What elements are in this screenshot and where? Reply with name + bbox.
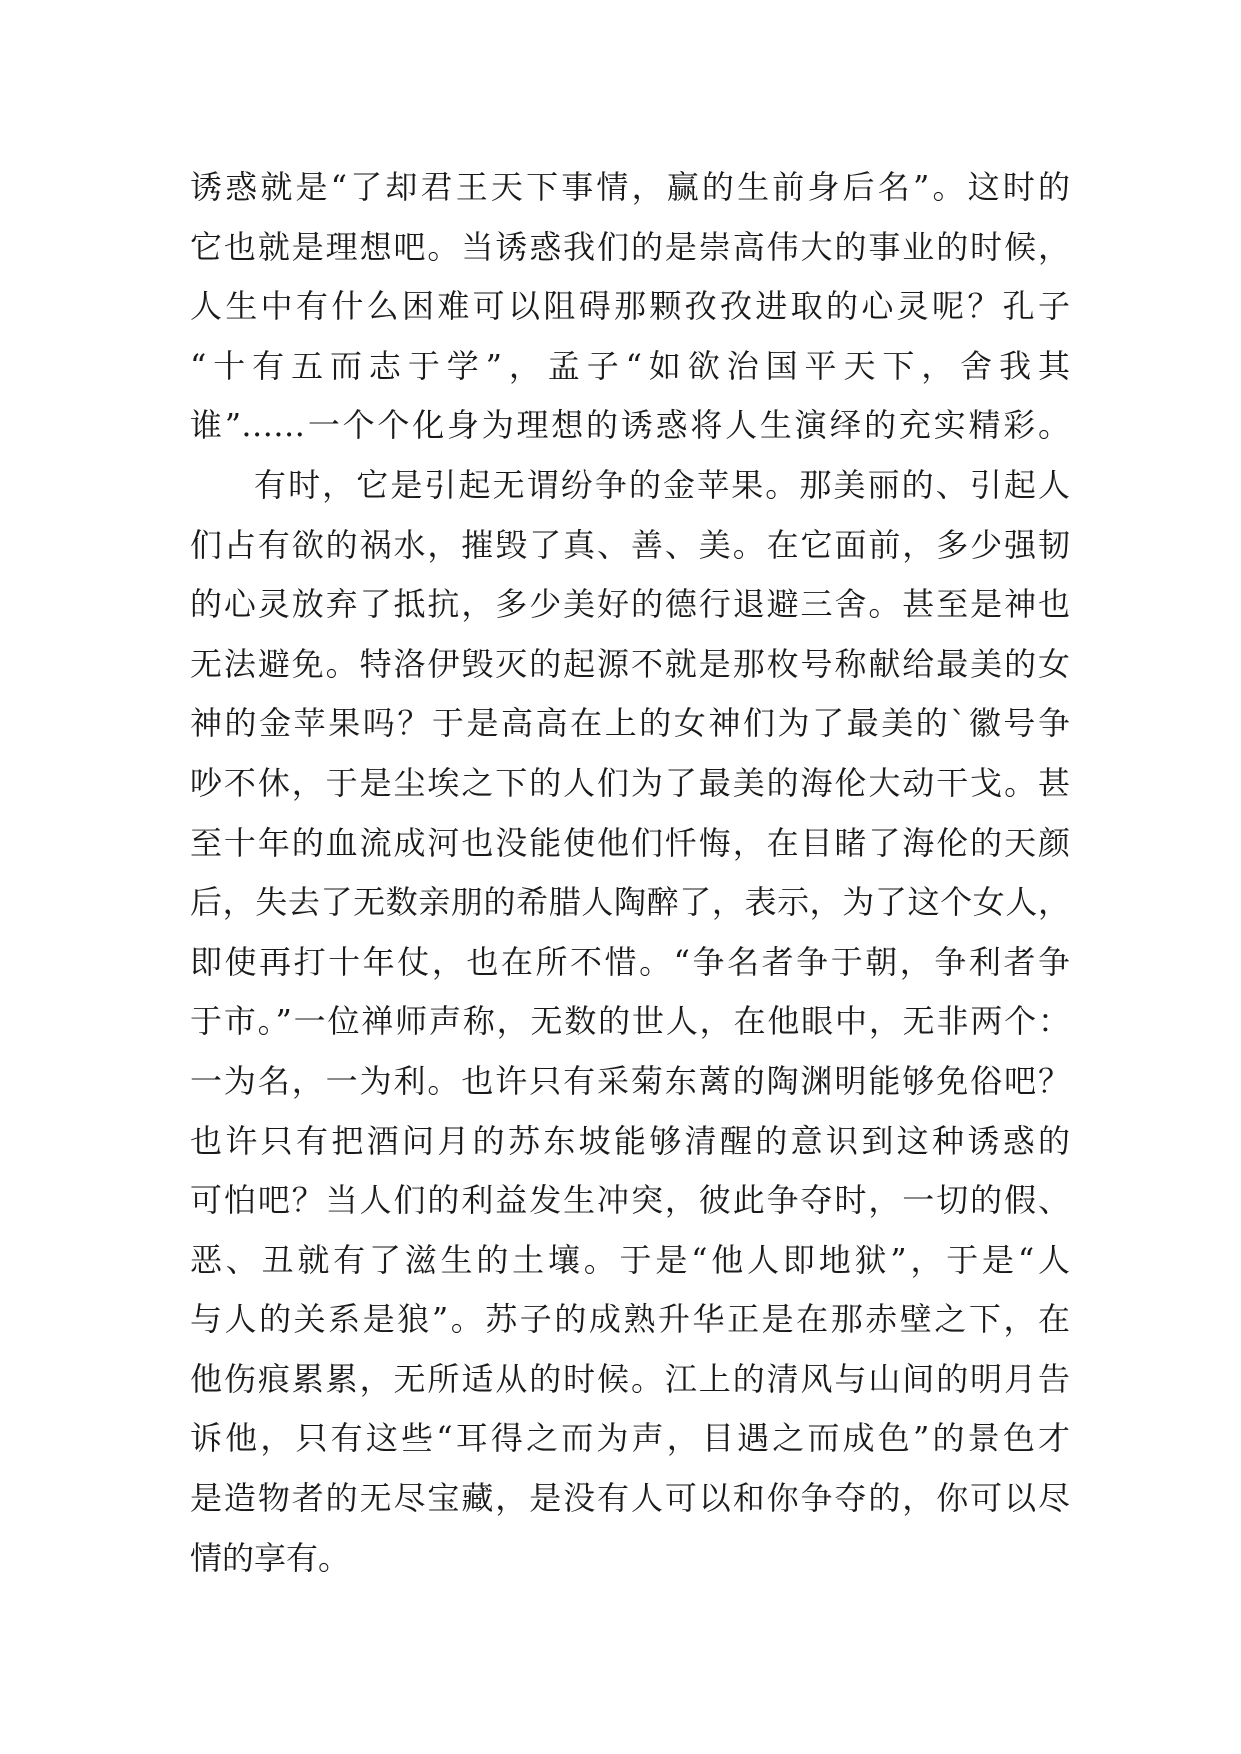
text-line: 人生中有什么困难可以阻碍那颗孜孜进取的心灵呢？孔子	[190, 287, 1070, 326]
text-line: 与人的关系是狼”。苏子的成熟升华正是在那赤壁之下，在	[190, 1300, 1070, 1339]
text-line: 诱惑就是“了却君王天下事情，赢的生前身后名”。这时的	[190, 168, 1070, 206]
text-line: 无法避免。特洛伊毁灭的起源不就是那枚号称献给最美的女	[190, 644, 1070, 683]
text-line: 至十年的血流成河也没能使他们忏悔，在目睹了海伦的天颜	[190, 823, 1070, 862]
paragraph-2	[190, 456, 1070, 1588]
text-line: 谁”……一个个化身为理想的诱惑将人生演绎的充实精彩。	[190, 406, 1070, 445]
text-line: 于市。”一位禅师声称，无数的世人，在他眼中，无非两个：	[190, 1002, 1070, 1041]
text-line: “十有五而志于学”，孟子“如欲治国平天下，舍我其	[190, 346, 1070, 385]
text-line: 吵不休，于是尘埃之下的人们为了最美的海伦大动干戈。甚	[190, 763, 1070, 802]
text-line: 情的享有。	[190, 1538, 351, 1577]
text-line: 是造物者的无尽宝藏，是没有人可以和你争夺的，你可以尽	[190, 1479, 1070, 1518]
text-line: 诉他，只有这些“耳得之而为声，目遇之而成色”的景色才	[190, 1419, 1070, 1458]
text-line: 恶、丑就有了滋生的土壤。于是“他人即地狱”，于是“人	[190, 1240, 1070, 1279]
paragraph-1	[190, 158, 1070, 456]
text-line: 它也就是理想吧。当诱惑我们的是崇高伟大的事业的时候，	[190, 227, 1070, 266]
body-text	[190, 158, 1070, 1588]
text-line: 的心灵放弃了抵抗，多少美好的德行退避三舍。甚至是神也	[190, 585, 1070, 624]
text-line: 们占有欲的祸水，摧毁了真、善、美。在它面前，多少强韧	[190, 525, 1070, 564]
text-line: 有时，它是引起无谓纷争的金苹果。那美丽的、引起人	[254, 465, 1070, 504]
text-line: 神的金苹果吗？于是高高在上的女神们为了最美的`徽号争	[190, 704, 1070, 743]
text-line: 一为名，一为利。也许只有采菊东蓠的陶渊明能够免俗吧？	[190, 1061, 1070, 1100]
text-line: 后，失去了无数亲朋的希腊人陶醉了，表示，为了这个女人，	[190, 883, 1070, 922]
text-line: 即使再打十年仗，也在所不惜。“争名者争于朝，争利者争	[190, 942, 1070, 981]
text-line: 也许只有把酒问月的苏东坡能够清醒的意识到这种诱惑的	[190, 1121, 1070, 1160]
text-line: 可怕吧？当人们的利益发生冲突，彼此争夺时，一切的假、	[190, 1181, 1070, 1220]
text-line: 他伤痕累累，无所适从的时候。江上的清风与山间的明月告	[190, 1359, 1070, 1398]
